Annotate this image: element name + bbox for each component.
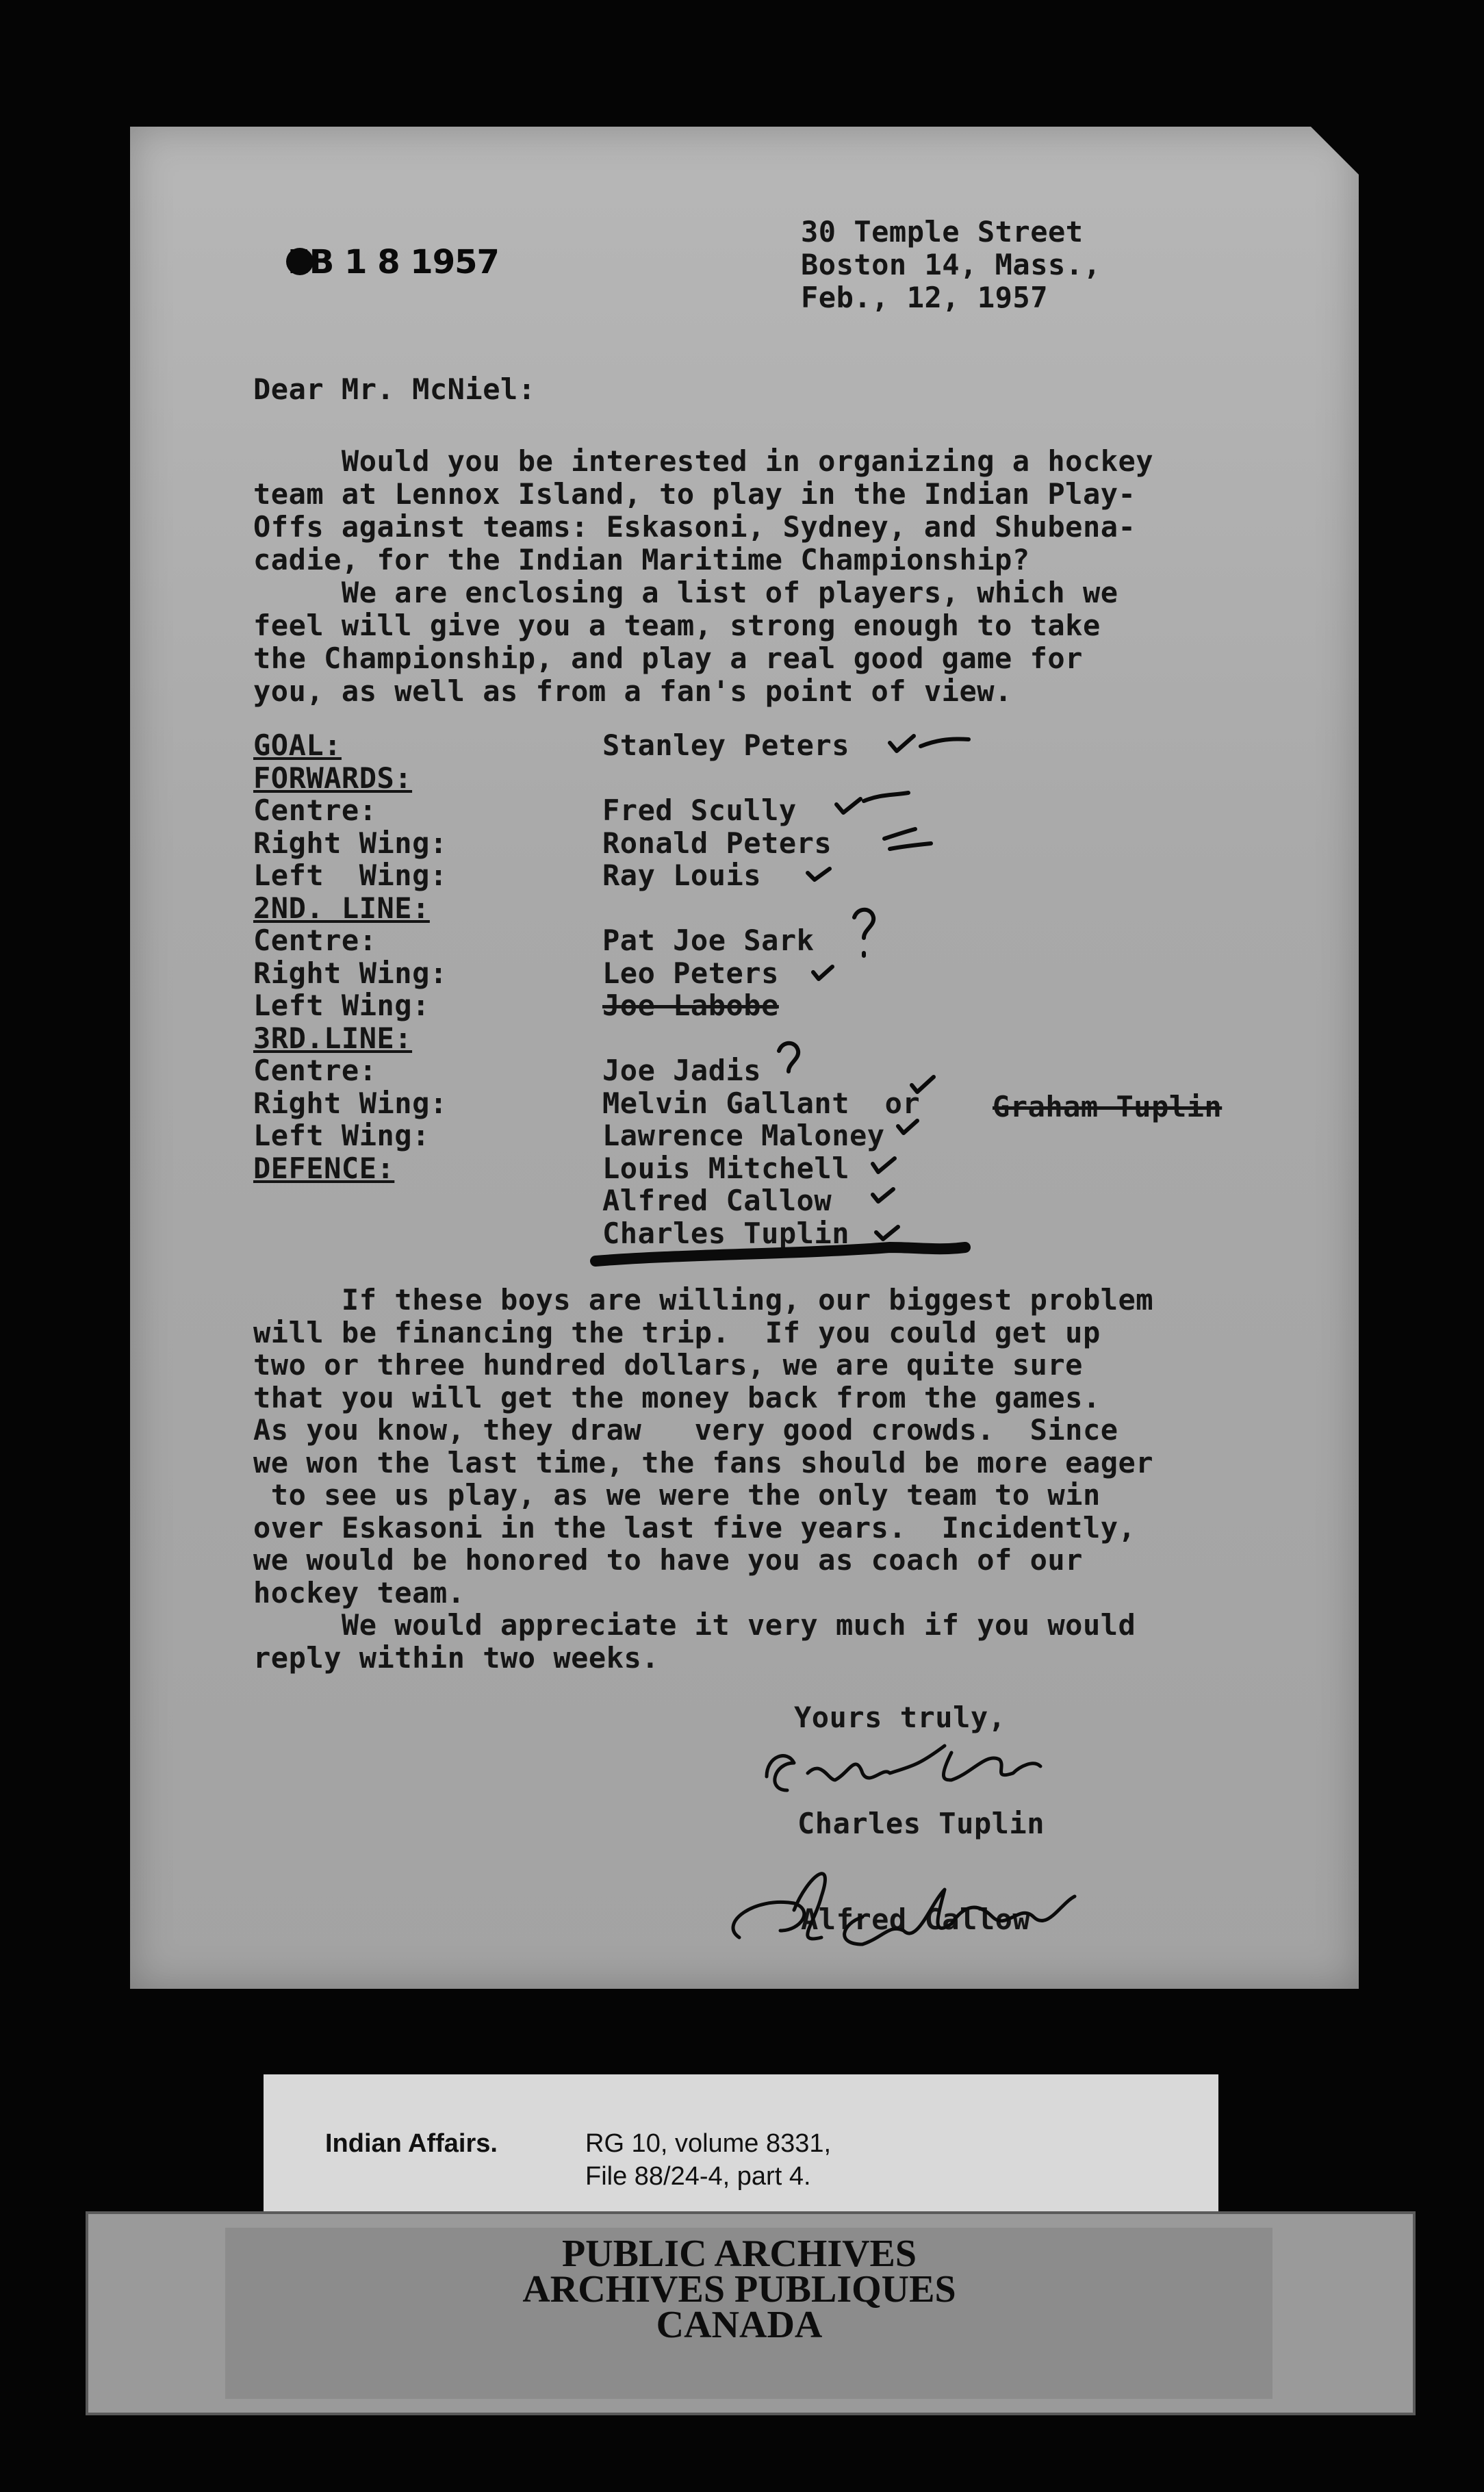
roster-position-label: Left Wing: bbox=[253, 989, 430, 1022]
para2-line: we won the last time, the fans should be more eager bbox=[253, 1445, 1154, 1479]
roster-player-name: Melvin Gallant or bbox=[602, 1086, 921, 1120]
roster-position-label: Centre: bbox=[253, 793, 377, 827]
question-mark bbox=[854, 910, 873, 956]
check-mark bbox=[836, 793, 908, 813]
roster-player-name: Joe Labobe bbox=[602, 989, 779, 1022]
roster-position-label: Right Wing: bbox=[253, 1086, 448, 1120]
roster-position-label: Right Wing: bbox=[253, 956, 448, 990]
roster-player-name: Louis Mitchell bbox=[602, 1151, 850, 1185]
roster-position-label: 3RD.LINE: bbox=[253, 1021, 413, 1055]
archive-stamp-line-3: CANADA bbox=[656, 2304, 823, 2346]
para2-line: two or three hundred dollars, we are quite sure bbox=[253, 1348, 1083, 1382]
roster-player-name: Ronald Peters bbox=[602, 826, 832, 860]
tuplin-signature bbox=[767, 1746, 1040, 1790]
roster-player-name: Ray Louis bbox=[602, 859, 762, 892]
para2-line: If these boys are willing, our biggest problem bbox=[253, 1283, 1154, 1317]
salutation: Dear Mr. McNiel: bbox=[253, 372, 536, 406]
question-mark bbox=[779, 1043, 798, 1071]
para2-line: we would be honored to have you as coach of our bbox=[253, 1543, 1083, 1577]
archive-stamp-line-2: ARCHIVES PUBLIQUES bbox=[522, 2268, 956, 2311]
check-mark bbox=[813, 967, 832, 979]
closing: Yours truly, bbox=[794, 1701, 1006, 1734]
address-line-2: Boston 14, Mass., bbox=[801, 248, 1101, 281]
para1-line: you, as well as from a fan's point of view. bbox=[253, 674, 1012, 708]
check-mark bbox=[898, 1121, 917, 1133]
para2-line: hockey team. bbox=[253, 1575, 465, 1610]
roster-position-label: Right Wing: bbox=[253, 826, 448, 860]
para1-line: Would you be interested in organizing a hockey bbox=[253, 444, 1154, 478]
para2-line: that you will get the money back from the games. bbox=[253, 1380, 1101, 1414]
para2-line: to see us play, as we were the only team to win bbox=[253, 1478, 1101, 1512]
roster-player-name: Alfred Callow bbox=[602, 1184, 832, 1217]
para1-line: cadie, for the Indian Maritime Championship? bbox=[253, 543, 1030, 576]
roster-position-label: DEFENCE: bbox=[253, 1151, 395, 1185]
signer-2-typed: Alfred Callow bbox=[801, 1903, 1031, 1936]
para2-line: will be financing the trip. If you could get up bbox=[253, 1315, 1101, 1349]
struck-alternate-player: Graham Tuplin bbox=[993, 1090, 1223, 1123]
roster-player-name: Charles Tuplin bbox=[602, 1216, 850, 1250]
check-mark bbox=[912, 1077, 934, 1092]
roster-position-label: 2ND. LINE: bbox=[253, 891, 430, 925]
file-reference: File 88/24-4, part 4. bbox=[585, 2162, 811, 2191]
roster-player-name: Leo Peters bbox=[602, 956, 779, 990]
para1-line: Offs against teams: Eskasoni, Sydney, and Shubena- bbox=[253, 510, 1136, 544]
check-mark bbox=[890, 736, 969, 751]
received-date-stamp: EB 1 8 1957 bbox=[287, 243, 499, 281]
check-mark bbox=[884, 829, 931, 849]
roster-player-name: Joe Jadis bbox=[602, 1054, 762, 1087]
check-mark bbox=[808, 869, 830, 880]
para2-line: We would appreciate it very much if you would bbox=[253, 1608, 1136, 1642]
scribble-out bbox=[596, 1247, 965, 1261]
department-label: Indian Affairs. bbox=[325, 2129, 498, 2158]
letter-date: Feb., 12, 1957 bbox=[801, 281, 1049, 314]
para2-line: As you know, they draw very good crowds. Since bbox=[253, 1413, 1118, 1447]
para2-line: over Eskasoni in the last five years. Incidently, bbox=[253, 1510, 1136, 1544]
archive-stamp-line-1: PUBLIC ARCHIVES bbox=[561, 2233, 917, 2275]
check-mark bbox=[876, 1227, 898, 1239]
roster-position-label: FORWARDS: bbox=[253, 761, 413, 795]
roster-position-label: Left Wing: bbox=[253, 1119, 430, 1152]
roster-player-name: Fred Scully bbox=[602, 793, 797, 827]
para2-line: reply within two weeks. bbox=[253, 1640, 660, 1675]
check-mark bbox=[873, 1158, 895, 1172]
signer-1-typed: Charles Tuplin bbox=[797, 1807, 1045, 1840]
callow-signature bbox=[733, 1874, 1075, 1944]
para1-line: the Championship, and play a real good game for bbox=[253, 641, 1083, 675]
para1-line: team at Lennox Island, to play in the Indian Play- bbox=[253, 477, 1136, 511]
roster-position-label: GOAL: bbox=[253, 728, 342, 762]
roster-player-name: Lawrence Maloney bbox=[602, 1119, 885, 1152]
roster-player-name: Stanley Peters bbox=[602, 728, 850, 762]
roster-position-label: Centre: bbox=[253, 1054, 377, 1087]
record-group-reference: RG 10, volume 8331, bbox=[585, 2129, 832, 2158]
para1-line: We are enclosing a list of players, which we bbox=[253, 576, 1118, 609]
archive-reference-label bbox=[264, 2074, 1218, 2218]
roster-player-name: Pat Joe Sark bbox=[602, 924, 815, 957]
roster-position-label: Centre: bbox=[253, 924, 377, 957]
check-mark bbox=[873, 1189, 893, 1202]
roster-position-label: Left Wing: bbox=[253, 859, 448, 892]
address-line-1: 30 Temple Street bbox=[801, 215, 1084, 249]
para1-line: feel will give you a team, strong enough to take bbox=[253, 609, 1101, 642]
